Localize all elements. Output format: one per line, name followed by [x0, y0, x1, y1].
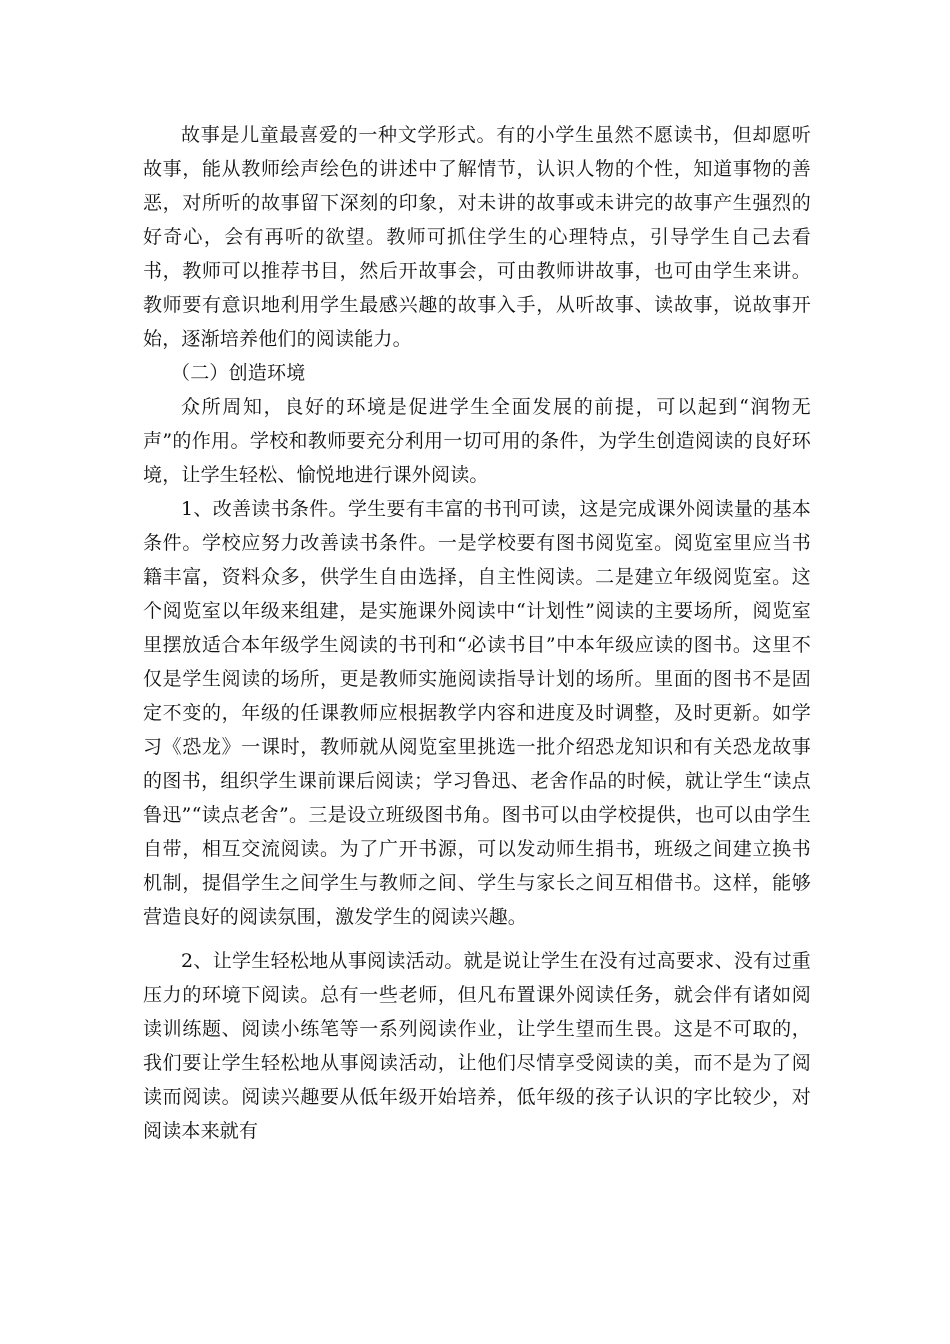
paragraph-environment: 众所周知，良好的环境是促进学生全面发展的前提，可以起到“润物无声”的作用。学校和教师要充分利用一切可用的条件，为学生创造阅读的良好环境，让学生轻松、愉悦地进行课外阅读。 [143, 396, 811, 486]
paragraph-relaxed-reading: 2、让学生轻松地从事阅读活动。就是说让学生在没有过高要求、没有过重压力的环境下阅读。总有一些老师，但凡布置课外阅读任务，就会伴有诸如阅读训练题、阅读小练笔等一系列阅读作业，让学生望而生畏。这是不可取的，我们要让学生轻松地从事阅读活动，让他们尽情享受阅读的美，而不是为了阅读而阅读。阅读兴趣要从低年级开始培养，低年级的孩子认识的字比较少，对阅读本来就有 [143, 950, 811, 1142]
section-heading: （二）创造环境 [171, 362, 306, 384]
paragraph-story: 故事是儿童最喜爱的一种文学形式。有的小学生虽然不愿读书，但却愿听故事，能从教师绘声绘色的讲述中了解情节，认识人物的个性，知道事物的善恶，对所听的故事留下深刻的印象，对未讲的故事或未讲完的故事产生强烈的好奇心，会有再听的欲望。教师可抓住学生的心理特点，引导学生自己去看书，教师可以推荐书目，然后开故事会，可由教师讲故事，也可由学生来讲。教师要有意识地利用学生最感兴趣的故事入手，从听故事、读故事，说故事开始，逐渐培养他们的阅读能力。 [143, 124, 811, 350]
paragraph-reading-conditions: 1、改善读书条件。学生要有丰富的书刊可读，这是完成课外阅读量的基本条件。学校应努力改善读书条件。一是学校要有图书阅览室。阅览室里应当书籍丰富，资料众多，供学生自由选择，自主性阅读。二是建立年级阅览室。这个阅览室以年级来组建，是实施课外阅读中“计划性”阅读的主要场所，阅览室里摆放适合本年级学生阅读的书刊和“必读书目”中本年级应读的图书。这里不仅是学生阅读的场所，更是教师实施阅读指导计划的场所。里面的图书不是固定不变的，年级的任课教师应根据教学内容和进度及时调整，及时更新。如学习《恐龙》一课时，教师就从阅览室里挑选一批介绍恐龙知识和有关恐龙故事的图书，组织学生课前课后阅读；学习鲁迅、老舍作品的时候，就让学生“读点鲁迅”“读点老舍”。三是设立班级图书角。图书可以由学校提供，也可以由学生自带，相互交流阅读。为了广开书源，可以发动师生捐书，班级之间建立换书机制，提倡学生之间学生与教师之间、学生与家长之间互相借书。这样，能够营造良好的阅读氛围，激发学生的阅读兴趣。 [143, 498, 811, 928]
body-text [143, 118, 811, 1148]
